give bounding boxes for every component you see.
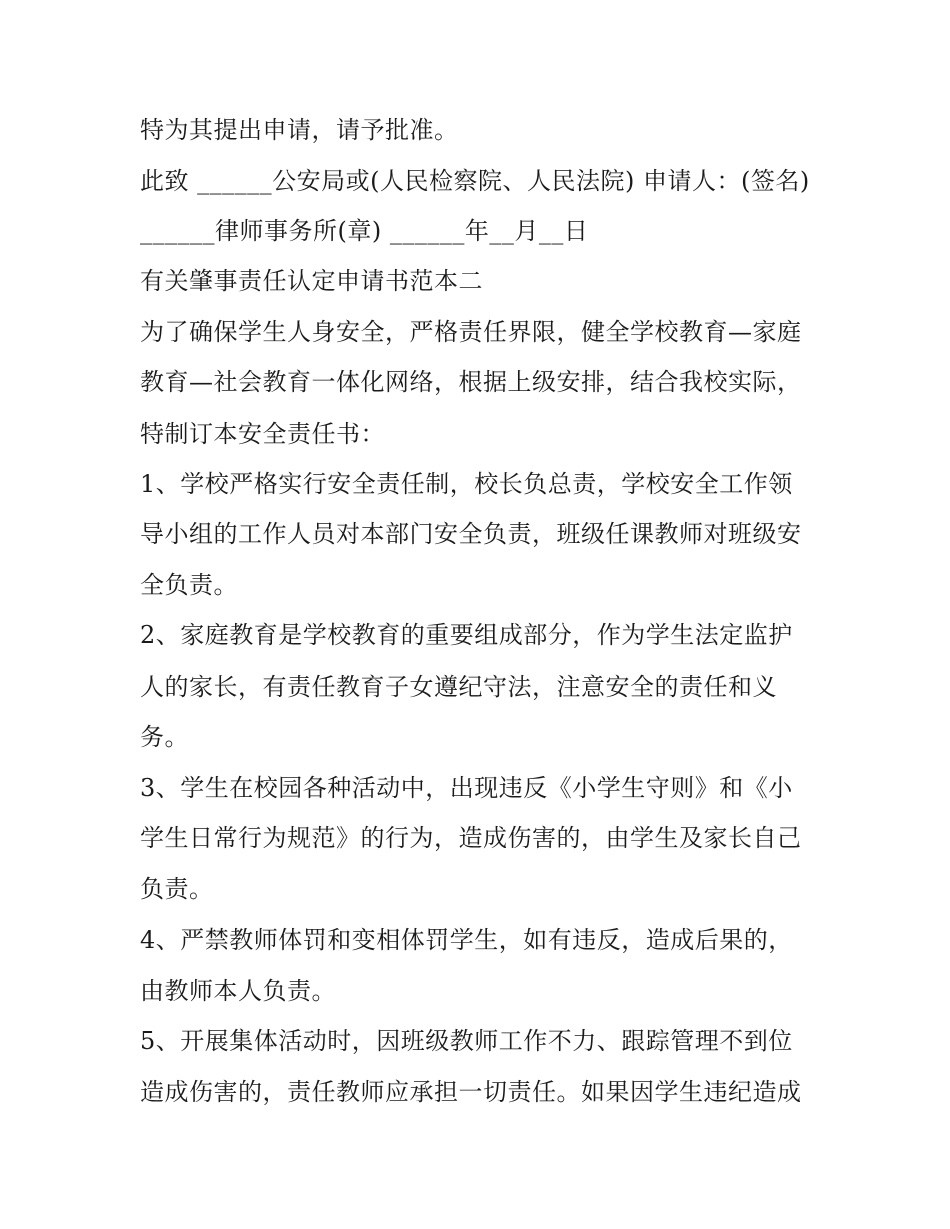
text-line: 务。 (140, 723, 189, 751)
text-line: 人的家长，有责任教育子女遵纪守法，注意安全的责任和义 (140, 673, 777, 701)
text-line: 3、学生在校园各种活动中，出现违反《小学生守则》和《小 (140, 774, 793, 802)
text-line: 负责。 (140, 875, 214, 903)
text-line: 教育—社会教育一体化网络，根据上级安排，结合我校实际， (140, 368, 802, 396)
text-line: 特为其提出申请，请予批准。 (140, 116, 459, 144)
text-line: 学生日常行为规范》的行为，造成伤害的，由学生及家长自己 (140, 824, 802, 852)
text-line: 导小组的工作人员对本部门安全负责，班级任课教师对班级安 (140, 520, 802, 548)
text-line: 4、严禁教师体罚和变相体罚学生，如有违反，造成后果的， (140, 926, 793, 954)
text-line: 5、开展集体活动时，因班级教师工作不力、跟踪管理不到位 (140, 1027, 793, 1055)
section-heading: 有关肇事责任认定申请书范本二 (140, 267, 483, 295)
text-line: 为了确保学生人身安全，严格责任界限，健全学校教育—家庭 (140, 318, 802, 346)
text-line: 特制订本安全责任书： (140, 420, 385, 448)
text-line: 2、家庭教育是学校教育的重要组成部分，作为学生法定监护 (140, 621, 793, 649)
text-line: ______律师事务所(章) ______年__月__日 (140, 217, 589, 245)
text-line: 造成伤害的，责任教师应承担一切责任。如果因学生违纪造成 (140, 1078, 802, 1106)
text-line: 全负责。 (140, 571, 238, 599)
text-line: 由教师本人负责。 (140, 977, 336, 1005)
text-line: 此致 ______公安局或(人民检察院、人民法院) 申请人：(签名) (140, 167, 810, 195)
text-line: 1、学校严格实行安全责任制，校长负总责，学校安全工作领 (140, 470, 793, 498)
